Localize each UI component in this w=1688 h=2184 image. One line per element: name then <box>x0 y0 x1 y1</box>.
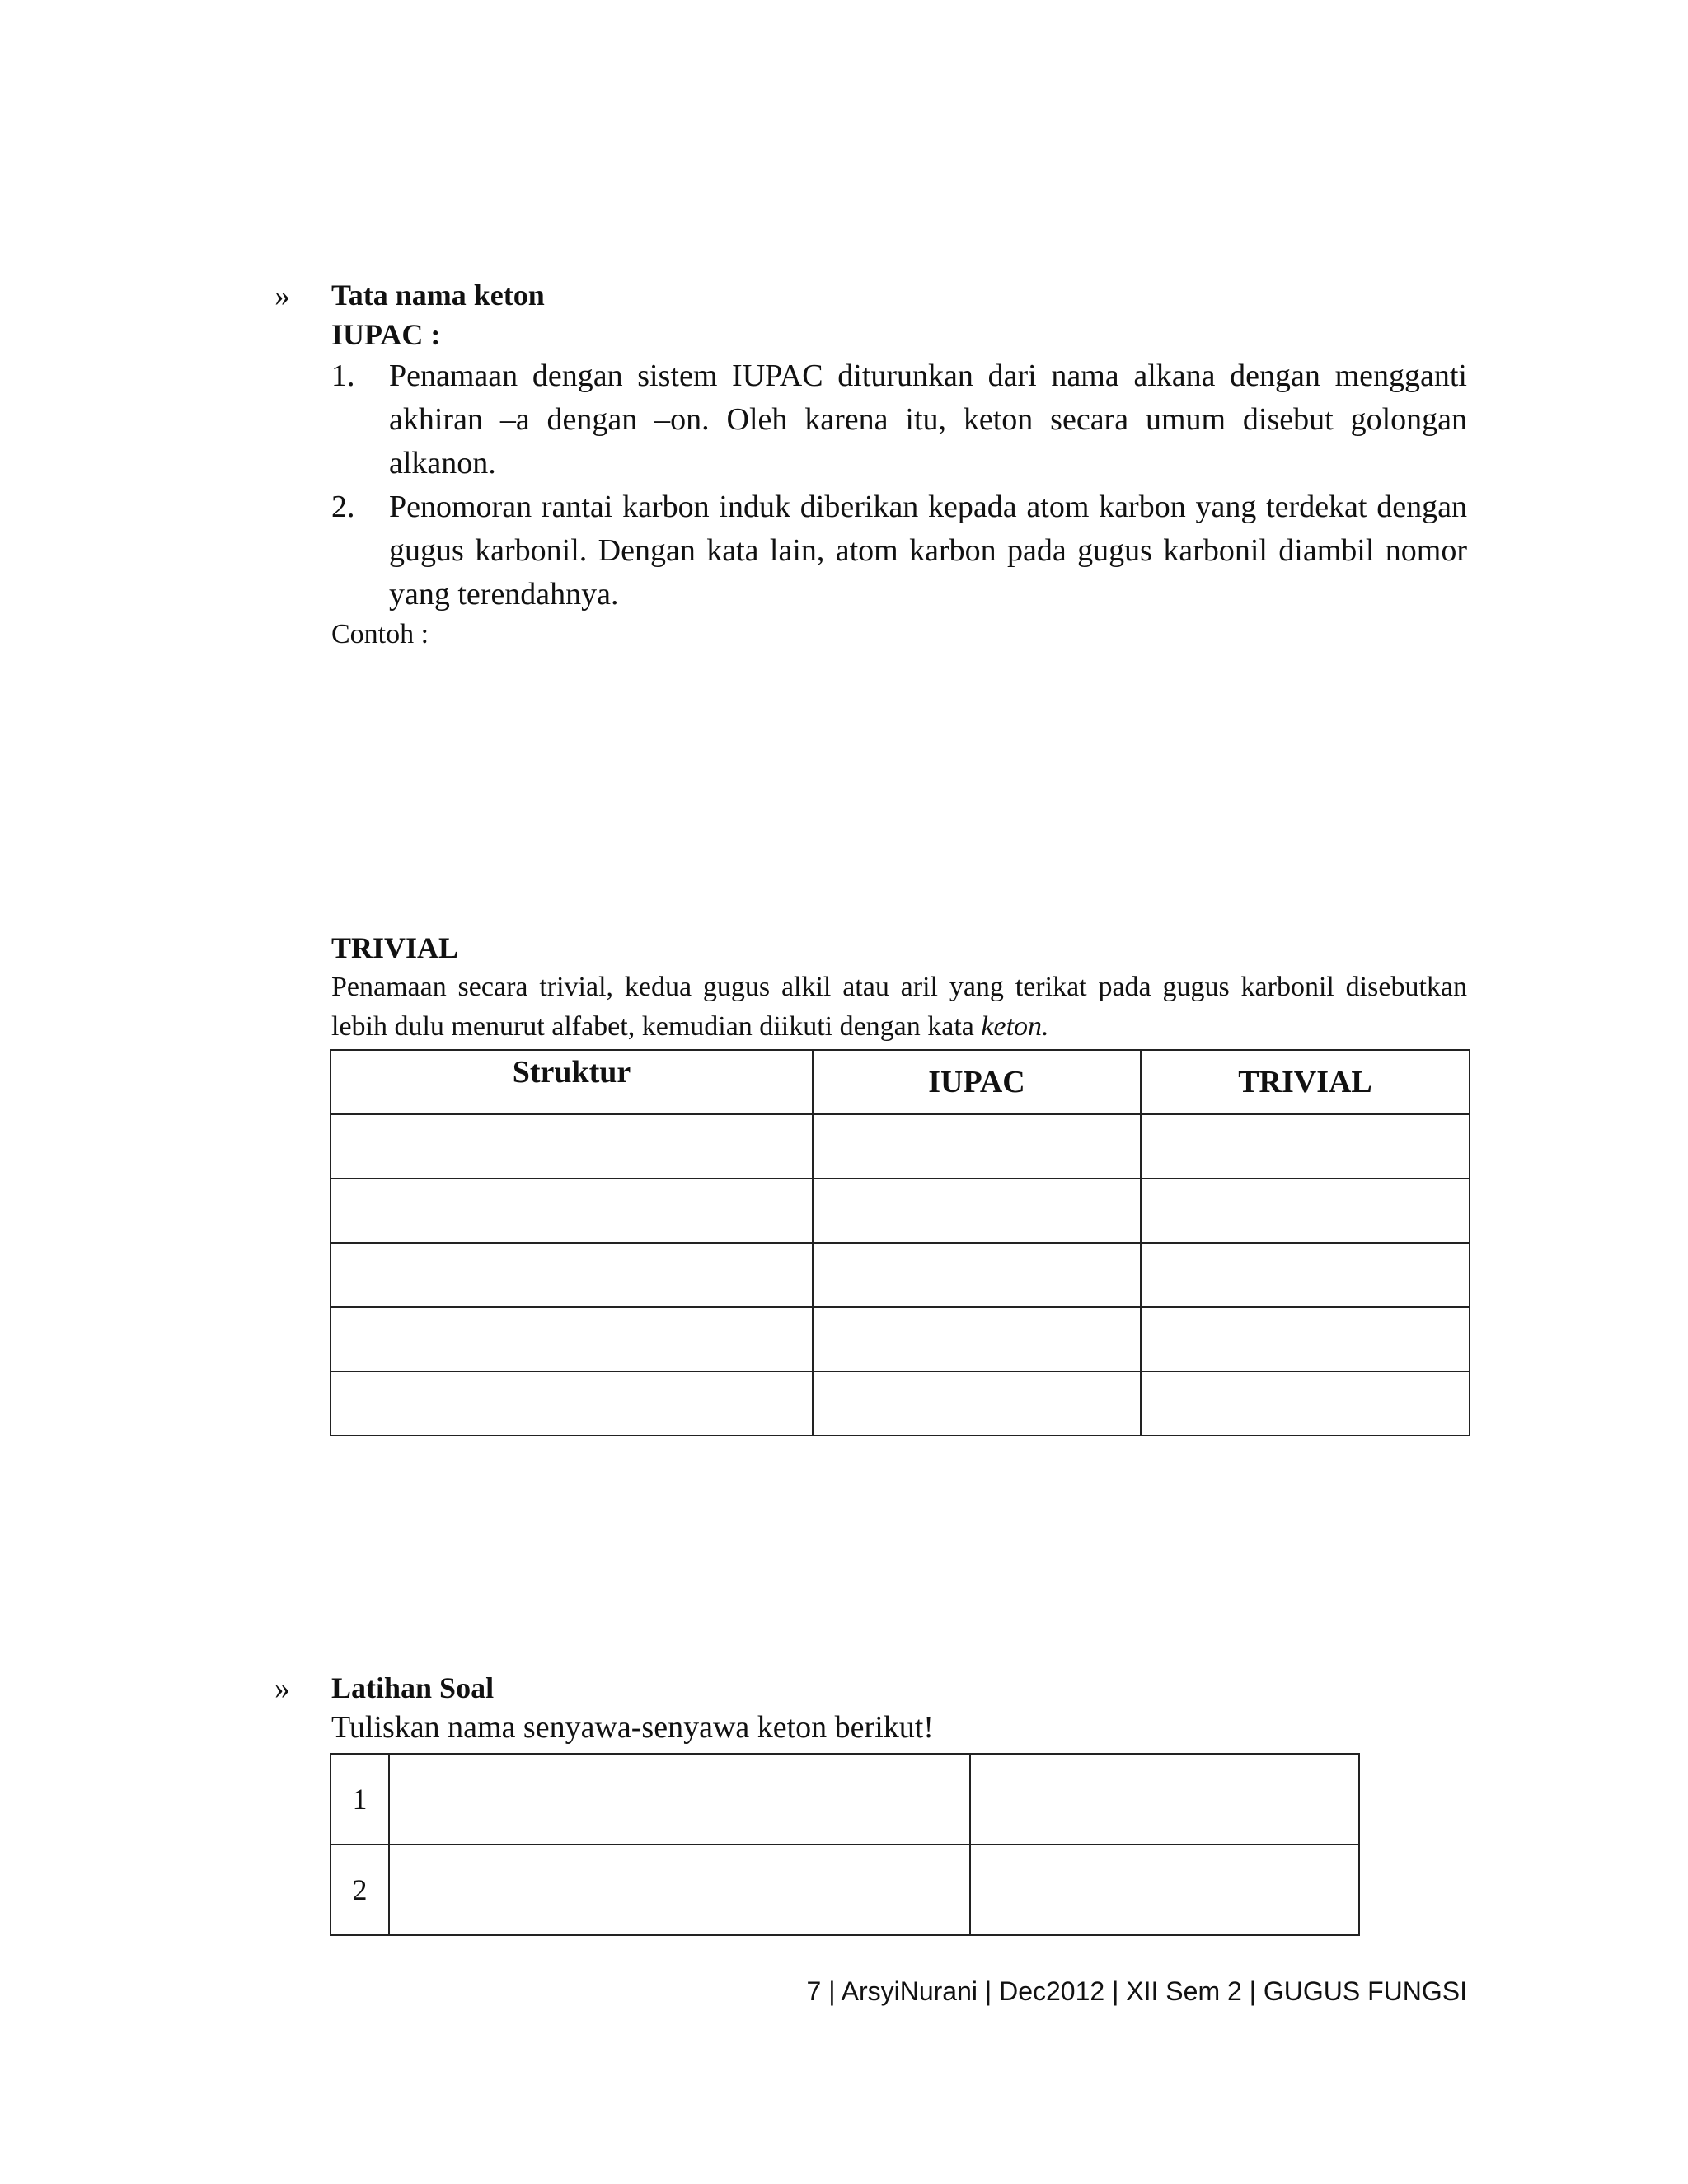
trivial-heading: TRIVIAL <box>331 931 459 964</box>
header-iupac: IUPAC <box>813 1050 1141 1114</box>
table-row <box>331 1114 1470 1179</box>
table-cell <box>331 1307 813 1371</box>
table-cell <box>813 1243 1141 1307</box>
table-row <box>331 1844 1359 1935</box>
table-cell <box>331 1114 813 1179</box>
example-label: Contoh : <box>331 619 429 649</box>
table-cell <box>331 1243 813 1307</box>
table-cell <box>813 1307 1141 1371</box>
table-cell <box>813 1371 1141 1436</box>
table-row <box>331 1754 1359 1844</box>
table-row <box>331 1243 1470 1307</box>
exercise-title: Latihan Soal <box>331 1671 495 1704</box>
exercise-instruction: Tuliskan nama senyawa-senyawa keton berikut! <box>331 1710 934 1745</box>
table-cell <box>813 1179 1141 1243</box>
page-footer: 7 | ArsyiNurani | Dec2012 | XII Sem 2 | GUGUS FUNGSI <box>806 1976 1467 2006</box>
table-cell <box>1141 1243 1470 1307</box>
table-cell <box>331 1371 813 1436</box>
table-cell <box>1141 1307 1470 1371</box>
rule-number: 1. <box>331 359 355 393</box>
bullet-icon: » <box>274 1671 290 1706</box>
trivial-text: Penamaan secara trivial, kedua gugus alkil atau aril yang terikat pada gugus karbonil disebutkan lebih dulu menurut alfabet, kemudian diikuti dengan kata <box>331 972 1467 1042</box>
rule-item <box>331 354 1467 485</box>
rule-item <box>331 485 1467 616</box>
table-cell <box>1141 1114 1470 1179</box>
trivial-keyword: keton. <box>981 1011 1049 1042</box>
table-cell <box>1141 1371 1470 1436</box>
header-struktur: Struktur <box>331 1050 813 1114</box>
structure-cell <box>389 1754 970 1844</box>
exercise-number: 1 <box>331 1754 389 1844</box>
table-row <box>331 1179 1470 1243</box>
header-trivial: TRIVIAL <box>1141 1050 1470 1114</box>
iupac-rules <box>331 354 1467 616</box>
rule-text: Penamaan dengan sistem IUPAC diturunkan dari nama alkana dengan mengganti akhiran –a dengan –on. Oleh karena itu, keton secara umum disebut golongan alkanon. <box>389 359 1467 480</box>
table-cell <box>813 1114 1141 1179</box>
table-cell <box>1141 1179 1470 1243</box>
naming-table <box>330 1049 1470 1436</box>
rule-number: 2. <box>331 490 355 524</box>
trivial-description <box>331 968 1467 1047</box>
table-row <box>331 1307 1470 1371</box>
structure-cell <box>389 1844 970 1935</box>
bullet-icon: » <box>274 279 290 313</box>
table-cell <box>331 1179 813 1243</box>
exercise-table <box>330 1753 1360 1936</box>
answer-cell <box>970 1844 1359 1935</box>
iupac-heading: IUPAC : <box>331 318 441 351</box>
table-header-row <box>331 1050 1470 1114</box>
section-title: Tata nama keton <box>331 279 545 312</box>
exercise-number: 2 <box>331 1844 389 1935</box>
rule-text: Penomoran rantai karbon induk diberikan kepada atom karbon yang terdekat dengan gugus karbonil. Dengan kata lain, atom karbon pada gugus karbonil diambil nomor yang terendahnya. <box>389 490 1467 612</box>
table-row <box>331 1371 1470 1436</box>
answer-cell <box>970 1754 1359 1844</box>
